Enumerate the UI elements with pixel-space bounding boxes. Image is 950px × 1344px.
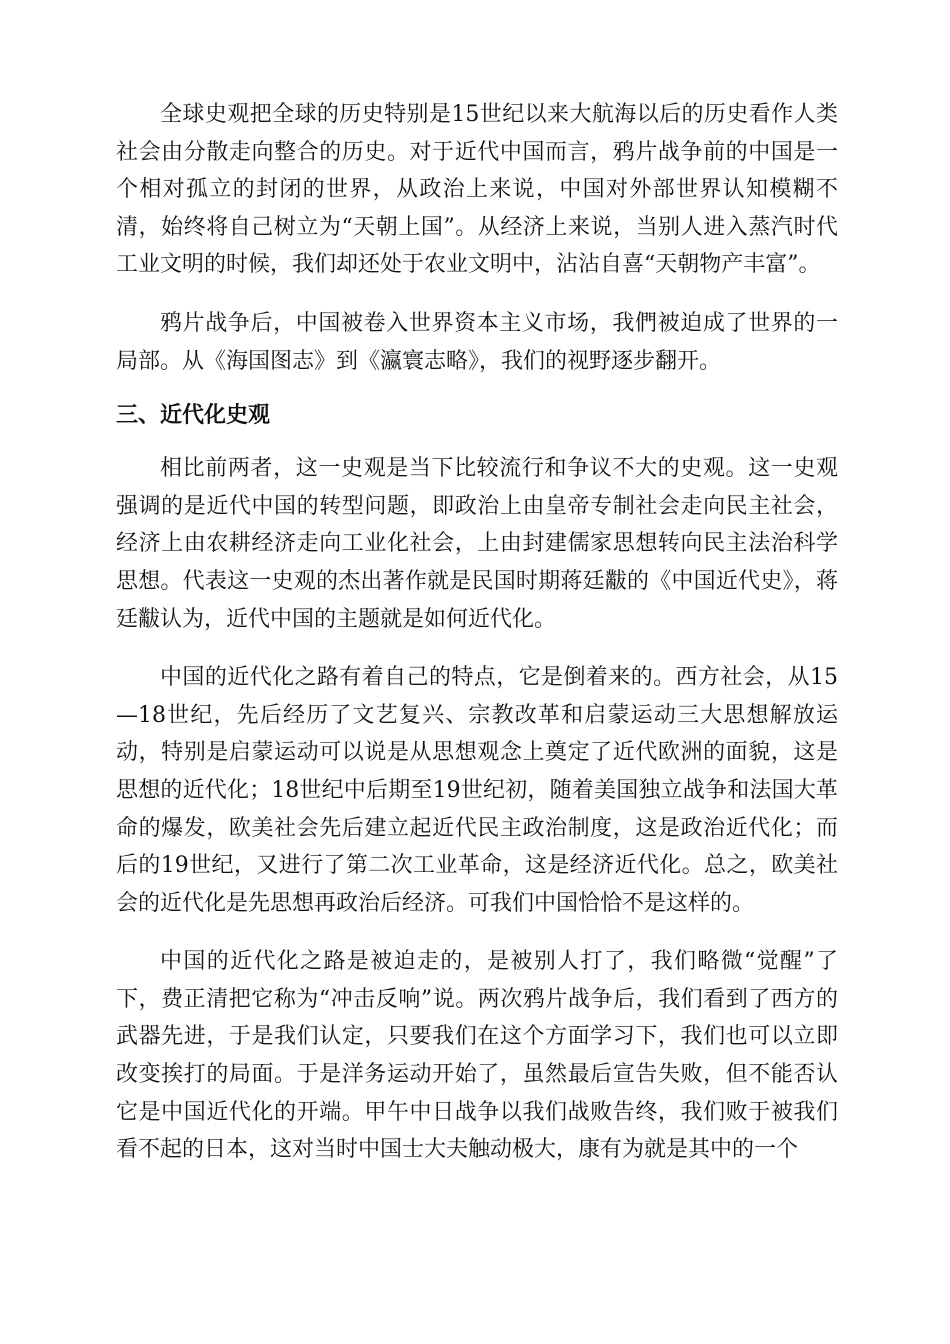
paragraph-global-history-view: 全球史观把全球的历史特别是15世纪以来大航海以后的历史看作人类社会由分散走向整合的历史。对于近代中国而言，鸦片战争前的中国是一个相对孤立的封闭的世界，从政治上来说，中国对外部世界认知模糊不清，始终将自己树立为“天朝上国”。从经济上来说，当别人进入蒸汽时代工业文明的时候，我们却还处于农业文明中，沾沾自喜“天朝物产丰富”。 [116,102,838,278]
section-heading-modernization: 三、近代化史观 [116,403,271,429]
paragraph-forced-modernization: 中国的近代化之路是被迫走的，是被别人打了，我们略微“觉醒”了下，费正清把它称为“冲击反响”说。两次鸦片战争后，我们看到了西方的武器先进，于是我们认定，只要我们在这个方面学习下，我们也可以立即改变挨打的局面。于是洋务运动开始了，虽然最后宣告失败，但不能否认它是中国近代化的开端。甲午中日战争以我们战败告终，我们败于被我们看不起的日本，这对当时中国士大夫触动极大，康有为就是其中的一个 [116,949,838,1163]
paragraph-after-opium-war: 鸦片战争后，中国被卷入世界资本主义市场，我們被迫成了世界的一局部。从《海国图志》到《瀛寰志略》，我们的视野逐步翻开。 [116,310,838,374]
document-body [116,96,838,1190]
paragraph-western-modernization: 中国的近代化之路有着自己的特点，它是倒着来的。西方社会，从15—18世纪，先后经历了文艺复兴、宗教改革和启蒙运动三大思想解放运动，特别是启蒙运动可以说是从思想观念上奠定了近代欧洲的面貌，这是思想的近代化；18世纪中后期至19世纪初，随着美国独立战争和法国大革命的爆发，欧美社会先后建立起近代民主政治制度，这是政治近代化；而后的19世纪，又进行了第二次工业革命，这是经济近代化。总之，欧美社会的近代化是先思想再政治后经济。可我们中国恰恰不是这样的。 [116,665,838,916]
paragraph-modernization-view: 相比前两者，这一史观是当下比较流行和争议不大的史观。这一史观强调的是近代中国的转型问题，即政治上由皇帝专制社会走向民主社会，经济上由农耕经济走向工业化社会，上由封建儒家思想转向民主法治科学思想。代表这一史观的杰出著作就是民国时期蒋廷黻的《中国近代史》，蒋廷黻认为，近代中国的主题就是如何近代化。 [116,456,838,632]
